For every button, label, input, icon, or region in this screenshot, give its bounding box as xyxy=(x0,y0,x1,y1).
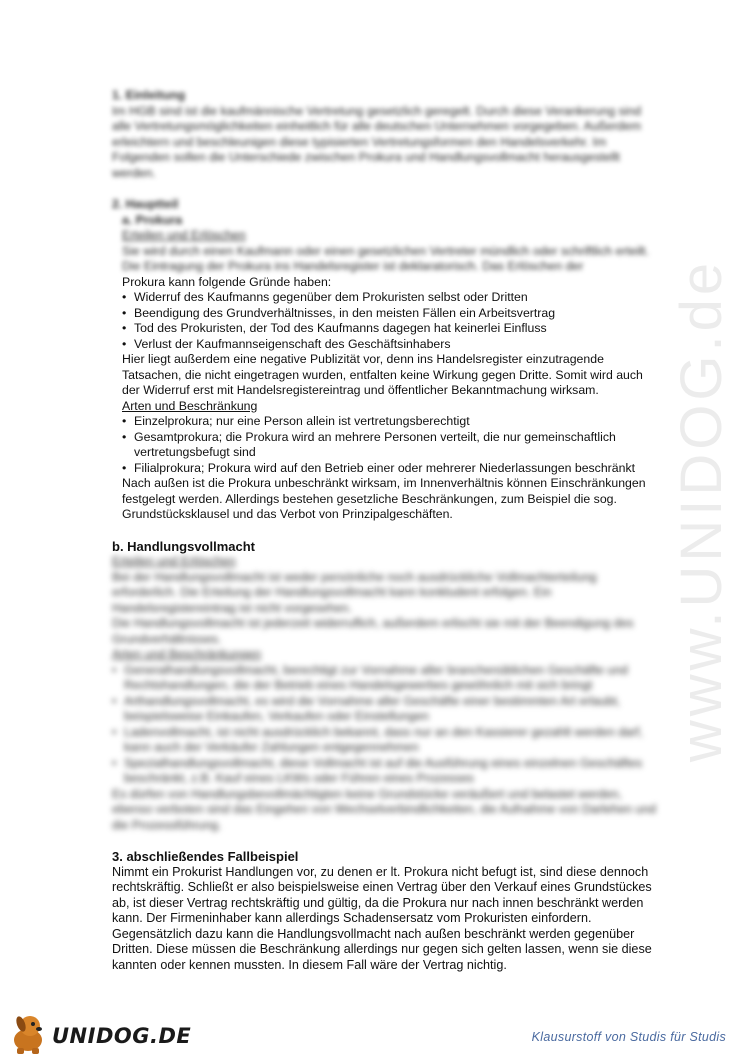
footer-tagline: Klausurstoff von Studis für Studis xyxy=(531,1030,726,1044)
list-item: • Beendigung des Grundverhältnisses, in den meisten Fällen ein Arbeitsvertrag xyxy=(122,306,660,322)
paragraph-prokura-grant: Sie wird durch einen Kaufmann oder einen gesetzlichen Vertreter mündlich oder schriftlich erteilt. Die Eintragung der Prokura ins Handelsregister ist deklaratorisch. Das Erlöschen der xyxy=(122,243,649,273)
heading-prokura: a. Prokura xyxy=(122,212,183,227)
handlungsvollmacht-blurred-content xyxy=(112,554,660,833)
paragraph-publicity: Hier liegt außerdem eine negative Publizität vor, denn ins Handelsregister einzutragende Tatsachen, die nicht eingetragen wurden, entfalten keine Wirkung gegen Dritte. Somit wird auch der Widerruf erst mit Handelsregistereintrag und öffentlicher Bekanntmachung wirksam. xyxy=(122,352,643,397)
paragraph-hv-revocation: Die Handlungsvollmacht ist jederzeit widerruflich, außerdem erlischt sie mit der Beendigung des Grundverhältnisses. xyxy=(112,616,634,646)
heading-main-part: 2. Hauptteil xyxy=(112,197,179,211)
list-prokura-reasons xyxy=(122,290,660,352)
list-item: • Gesamtprokura; die Prokura wird an mehrere Personen verteilt, die nur gemeinschaftlich vertretungsbefugt sind xyxy=(122,430,660,461)
list-item: • Widerruf des Kaufmanns gegenüber dem Prokuristen selbst oder Dritten xyxy=(122,290,660,306)
subsection-prokura xyxy=(122,213,660,523)
list-item: • Filialprokura; Prokura wird auf den Betrieb einer oder mehrerer Niederlassungen beschränkt xyxy=(122,461,660,477)
list-prokura-types xyxy=(122,414,660,476)
list-item: • Verlust der Kaufmannseigenschaft des Geschäftsinhabers xyxy=(122,337,660,353)
document-body xyxy=(112,88,660,974)
list-item: • Generalhandlungsvollmacht, berechtigt zur Vornahme aller branchenüblichen Geschäfte und Rechtshandlungen, die der Betrieb eines Handelsgewerbes gewöhnlich mit sich bringt xyxy=(112,663,660,694)
subsection-handlungsvollmacht xyxy=(112,538,660,834)
subheading-prokura-types: Arten und Beschränkung xyxy=(122,398,258,413)
paragraph-case-example: Nimmt ein Prokurist Handlungen vor, zu denen er lt. Prokura nicht befugt ist, sind diese dennoch rechtskräftig. Schließt er also beispielsweise einen Vertrag über den Verkauf eines Grundstückes ab, ist dieser Vertrag rechtskräftig und gültig, da die Prokura nur nach innen beschränkt werden kann. Der Firmeninhaber kann allerdings Schadensersatz vom Prokuristen einfordern. Gegensätzlich dazu kann die Handlungsvollmacht nach außen beschränkt werden gegenüber Dritten. Diese müssen die Beschränkung allerdings nur gegen sich gelten lassen, wenn sie diese kannten oder kennen mussten. In diesem Fall wäre der Vertrag nichtig. xyxy=(112,864,652,973)
list-item: • Tod des Prokuristen, der Tod des Kaufmanns dagegen hat keinerlei Einfluss xyxy=(122,321,660,337)
paragraph-hv-grant: Bei der Handlungsvollmacht ist weder persönliche noch ausdrückliche Vollmachterteilung erforderlich. Die Erteilung der Handlungsvollmacht kann konkludent erfolgen. Ein Handelsregistereintrag ist nicht vorgesehen. xyxy=(112,569,597,615)
subheading-hv-types: Arten und Beschränkungen xyxy=(112,647,262,661)
heading-handlungsvollmacht: b. Handlungsvollmacht xyxy=(112,538,256,554)
list-item: • Spezialhandlungsvollmacht, diese Vollmacht ist auf die Ausführung eines einzelnen Geschäftes beschränkt, z.B. Kauf eines LKWs oder Führen eines Prozesses xyxy=(112,756,660,787)
list-item: • Einzelprokura; nur eine Person allein ist vertretungsberechtigt xyxy=(122,414,660,430)
list-hv-types xyxy=(112,663,660,787)
section-introduction xyxy=(112,88,660,181)
list-item: • Ladenvollmacht, ist nicht ausdrücklich bekannt, dass nur an den Kassierer gezahlt werden darf, kann auch der Verkäufer Zahlungen entgegennehmen xyxy=(112,725,660,756)
paragraph-introduction: Im HGB sind ist die kaufmännische Vertretung gesetzlich geregelt. Durch diese Verankerung sind alle Vertretungsmöglichkeiten einheitlich für alle deutschen Unternehmen vorgegeben. Außerdem erleichtern und beschleunigen diese typisierten Vertretungsformen den Handelsverkehr. Im Folgenden sollen die Unterschiede zwischen Prokura und Handlungsvollmacht herausgestellt werden. xyxy=(112,103,642,180)
unidog-logo xyxy=(8,1010,192,1058)
subheading-prokura-grant: Erteilen und Erlöschen xyxy=(122,228,246,242)
subheading-hv-grant: Erteilen und Erlöschen xyxy=(112,554,236,568)
paragraph-prokura-restrictions: Nach außen ist die Prokura unbeschränkt wirksam, im Innenverhältnis können Einschränkungen festgelegt werden. Allerdings bestehen gesetzliche Beschränkungen, zum Beispiel die sog. Grundstücksklausel und das Verbot von Prinzipalgeschäften. xyxy=(122,476,646,521)
watermark-text: www.UNIDOG.de xyxy=(669,258,735,762)
paragraph-prokura-reasons-intro: Prokura kann folgende Gründe haben: xyxy=(122,274,332,289)
heading-introduction: 1. Einleitung xyxy=(112,88,186,102)
list-item: • Arthandlungsvollmacht, es wird die Vornahme aller Geschäfte einer bestimmten Art erlaubt, beispielsweise Einkaufen, Verkaufen oder Einstellungen xyxy=(112,694,660,725)
logo-text: UNIDOG.DE xyxy=(52,1024,192,1048)
paragraph-hv-prohibitions: Es dürfen von Handlungsbevollmächtigten keine Grundstücke veräußert und belastet werden, ebenso verboten sind das Eingehen von Wechselverbindlichkeiten, die Aufnahme von Darlehen und die Prozessführung. xyxy=(112,786,656,832)
heading-case-example: 3. abschließendes Fallbeispiel xyxy=(112,849,299,864)
section-case-example xyxy=(112,849,660,974)
dog-mascot-icon xyxy=(8,1010,52,1056)
